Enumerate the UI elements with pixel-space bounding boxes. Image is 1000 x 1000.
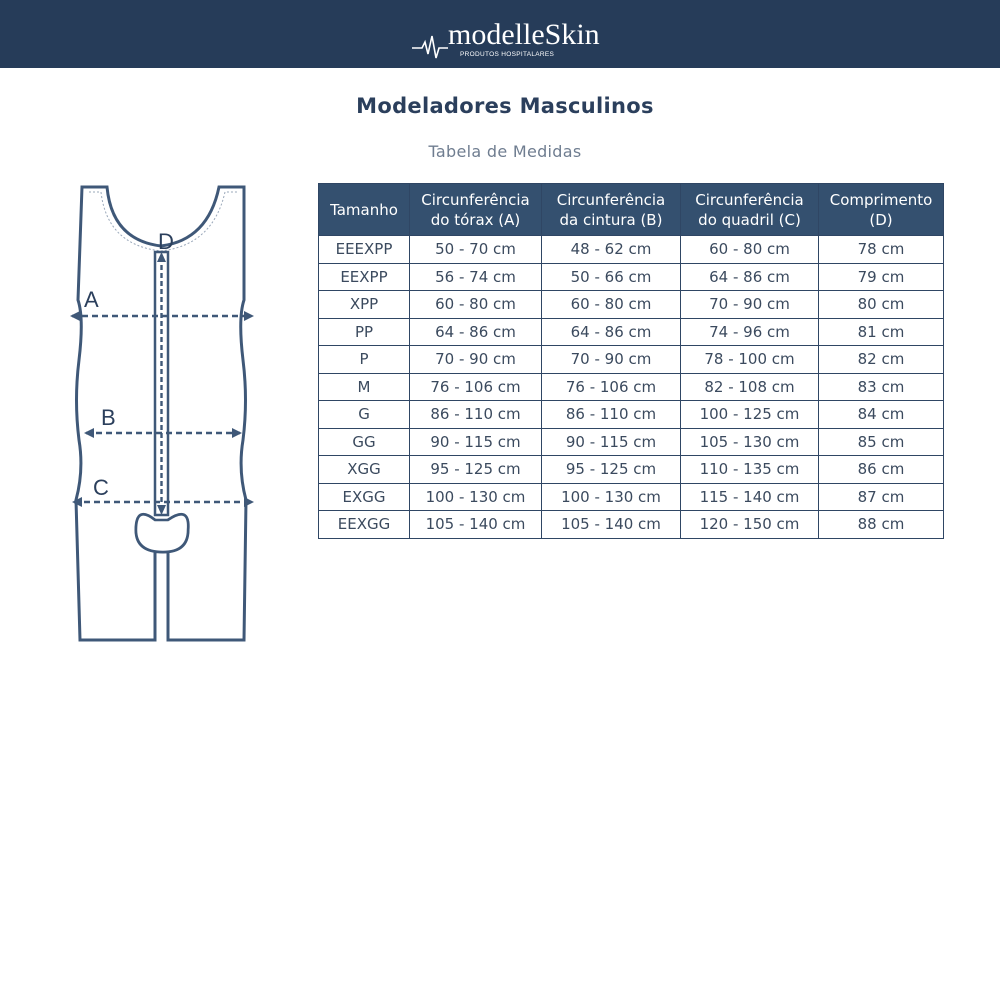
- waist-cell: 86 - 110 cm: [542, 401, 681, 429]
- column-header-chest: Circunferência do tórax (A): [410, 184, 542, 236]
- table-row: [319, 456, 944, 484]
- column-header-length: Comprimento (D): [819, 184, 944, 236]
- chest-cell: 100 - 130 cm: [410, 483, 542, 511]
- chest-cell: 95 - 125 cm: [410, 456, 542, 484]
- table-row: [319, 373, 944, 401]
- label-c: C: [93, 475, 109, 500]
- chest-line-a-left-head: [70, 311, 80, 321]
- length-cell: 78 cm: [819, 236, 944, 264]
- table-row: [319, 318, 944, 346]
- table-body: [319, 236, 944, 539]
- table-row: [319, 483, 944, 511]
- table-row: [319, 428, 944, 456]
- length-cell: 83 cm: [819, 373, 944, 401]
- chest-cell: 50 - 70 cm: [410, 236, 542, 264]
- hip-line-c-right-head: [244, 497, 254, 507]
- table-row: [319, 263, 944, 291]
- chest-cell: 105 - 140 cm: [410, 511, 542, 539]
- hip-cell: 105 - 130 cm: [681, 428, 819, 456]
- size-cell: XGG: [319, 456, 410, 484]
- size-cell: EXGG: [319, 483, 410, 511]
- size-cell: EEXPP: [319, 263, 410, 291]
- waist-cell: 105 - 140 cm: [542, 511, 681, 539]
- table-row: [319, 401, 944, 429]
- table-row: [319, 511, 944, 539]
- hip-cell: 64 - 86 cm: [681, 263, 819, 291]
- table-row: [319, 346, 944, 374]
- length-cell: 88 cm: [819, 511, 944, 539]
- chest-cell: 60 - 80 cm: [410, 291, 542, 319]
- waist-cell: 48 - 62 cm: [542, 236, 681, 264]
- hip-cell: 78 - 100 cm: [681, 346, 819, 374]
- page-title: Modeladores Masculinos: [356, 94, 654, 118]
- length-cell: 87 cm: [819, 483, 944, 511]
- garment-measurement-diagram: [60, 180, 270, 650]
- hip-cell: 82 - 108 cm: [681, 373, 819, 401]
- waist-cell: 90 - 115 cm: [542, 428, 681, 456]
- size-cell: EEXGG: [319, 511, 410, 539]
- chest-cell: 56 - 74 cm: [410, 263, 542, 291]
- length-cell: 82 cm: [819, 346, 944, 374]
- length-cell: 81 cm: [819, 318, 944, 346]
- size-cell: PP: [319, 318, 410, 346]
- length-cell: 85 cm: [819, 428, 944, 456]
- hip-cell: 115 - 140 cm: [681, 483, 819, 511]
- waist-cell: 95 - 125 cm: [542, 456, 681, 484]
- size-table: [318, 183, 944, 539]
- svg-text:modelleSkin: modelleSkin: [448, 18, 600, 51]
- length-cell: 80 cm: [819, 291, 944, 319]
- size-cell: GG: [319, 428, 410, 456]
- chest-cell: 70 - 90 cm: [410, 346, 542, 374]
- waist-cell: 50 - 66 cm: [542, 263, 681, 291]
- waist-cell: 60 - 80 cm: [542, 291, 681, 319]
- hip-cell: 120 - 150 cm: [681, 511, 819, 539]
- waist-cell: 76 - 106 cm: [542, 373, 681, 401]
- length-cell: 84 cm: [819, 401, 944, 429]
- chest-cell: 76 - 106 cm: [410, 373, 542, 401]
- column-header-hip: Circunferência do quadril (C): [681, 184, 819, 236]
- table-row: [319, 236, 944, 264]
- size-cell: EEEXPP: [319, 236, 410, 264]
- size-cell: P: [319, 346, 410, 374]
- label-d: D: [158, 229, 174, 254]
- waist-cell: 70 - 90 cm: [542, 346, 681, 374]
- hip-cell: 60 - 80 cm: [681, 236, 819, 264]
- hip-cell: 70 - 90 cm: [681, 291, 819, 319]
- chest-cell: 64 - 86 cm: [410, 318, 542, 346]
- svg-text:PRODUTOS HOSPITALARES: PRODUTOS HOSPITALARES: [460, 51, 555, 58]
- table-row: [319, 291, 944, 319]
- label-b: B: [101, 405, 116, 430]
- header-bar: [0, 0, 1000, 68]
- size-cell: G: [319, 401, 410, 429]
- hip-cell: 110 - 135 cm: [681, 456, 819, 484]
- column-header-size: Tamanho: [319, 184, 410, 236]
- column-header-waist: Circunferência da cintura (B): [542, 184, 681, 236]
- hip-cell: 74 - 96 cm: [681, 318, 819, 346]
- length-cell: 86 cm: [819, 456, 944, 484]
- chest-line-a-right-head: [244, 311, 254, 321]
- length-cell: 79 cm: [819, 263, 944, 291]
- hip-cell: 100 - 125 cm: [681, 401, 819, 429]
- table-header-row: [319, 184, 944, 236]
- waist-cell: 64 - 86 cm: [542, 318, 681, 346]
- modelleskin-logo: [408, 2, 608, 66]
- chest-cell: 86 - 110 cm: [410, 401, 542, 429]
- waist-cell: 100 - 130 cm: [542, 483, 681, 511]
- size-cell: M: [319, 373, 410, 401]
- size-cell: XPP: [319, 291, 410, 319]
- page-subtitle: Tabela de Medidas: [428, 142, 582, 161]
- chest-cell: 90 - 115 cm: [410, 428, 542, 456]
- label-a: A: [84, 287, 99, 312]
- crotch-opening: [136, 514, 188, 552]
